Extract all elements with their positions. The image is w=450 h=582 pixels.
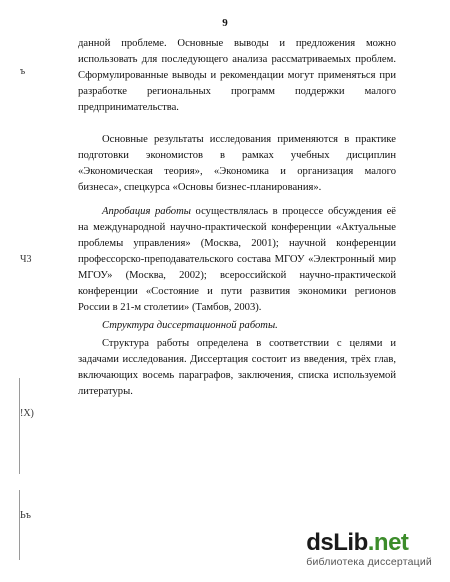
dslib-watermark[interactable] <box>306 531 432 568</box>
paragraph-structure: Структура работы определена в соответствии с целями и задачами исследования. Диссертация состоит из введения, трёх глав, включающих восемь параграфов, заключения, списка используемой литературы. <box>78 338 396 397</box>
margin-rule-lower <box>19 490 20 560</box>
margin-mark-1: ъ <box>20 66 26 77</box>
paragraph-approbation <box>78 204 396 316</box>
margin-mark-2: Ч3 <box>20 254 32 265</box>
margin-mark-3: !Х) <box>20 408 34 419</box>
dslib-logo: dsLib.net <box>306 529 409 556</box>
approbation-text: осуществлялась в процессе обсуждения её на международной научно-практической конференции «Актуальные проблемы управления» (Москва, 2001); научной конференции профессорско-преподавательского состава МГОУ «Электронный мир МГОУ» (Москва, 2002); всероссийской научно-практической конференции «Состояние и пути развития экономики регионов России в 21-м столетии» (Тамбов, 2003). <box>78 206 397 313</box>
margin-mark-4: Ьъ <box>20 510 31 521</box>
page-number: 9 <box>222 17 228 29</box>
paragraph-results-application: Основные результаты исследования применяются в практике подготовки экономистов в рамках учебных дисциплин «Экономическая теория», «Экономика и организация малого бизнеса», спецкурса «Основы бизнес-планирования». <box>78 134 396 193</box>
structure-heading: Структура диссертационной работы. <box>102 320 278 331</box>
margin-rule <box>19 378 20 474</box>
page-body <box>78 36 396 400</box>
approbation-heading: Апробация работы <box>102 206 191 217</box>
dslib-subtitle: библиотека диссертаций <box>306 556 432 568</box>
paragraph-conclusions: данной проблеме. Основные выводы и предложения можно использовать для последующего анализа рассматриваемых проблем. Сформулированные выводы и рекомендации могут применяться при разработке региональных программ поддержки малого предпринимательства. <box>78 38 396 113</box>
